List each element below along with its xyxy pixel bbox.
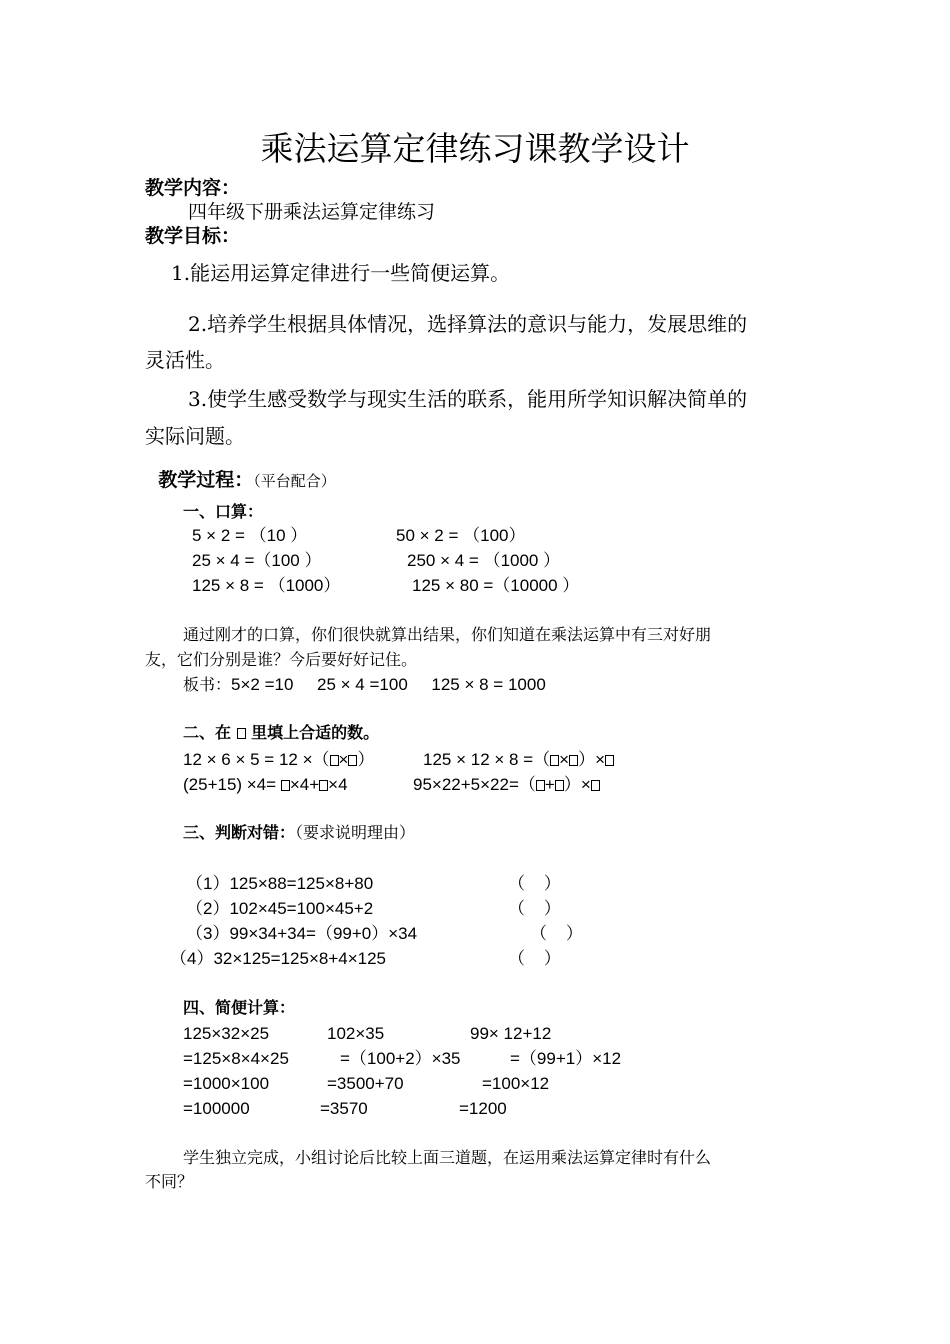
goal-3-line-2: 实际问题。 bbox=[145, 424, 245, 448]
goal-2-line-2: 灵活性。 bbox=[145, 348, 225, 372]
oral-item: 25 × 4 =（100 ） bbox=[192, 551, 322, 570]
goal-1: 1.能运用运算定律进行一些简便运算。 bbox=[171, 261, 511, 285]
calc-step: 125×32×25 bbox=[183, 1024, 270, 1043]
calc-step: =3570 bbox=[320, 1099, 368, 1118]
goal-3-line-1: 3.使学生感受数学与现实生活的联系，能用所学知识解决简单的 bbox=[188, 387, 748, 411]
judge-answer: （ ） bbox=[508, 874, 561, 893]
section-3-note: （要求说明理由） bbox=[295, 823, 416, 842]
calc-step: =（100+2）×35 bbox=[340, 1049, 461, 1068]
page-title: 乘法运算定律练习课教学设计 bbox=[260, 129, 690, 168]
blank-box bbox=[237, 728, 246, 739]
judge-answer: （ ） bbox=[508, 949, 561, 968]
calc-step: =1000×100 bbox=[183, 1074, 270, 1093]
oral-item: 50 × 2 = （100） bbox=[396, 526, 526, 545]
blank-box bbox=[330, 755, 339, 766]
content-text: 四年级下册乘法运算定律练习 bbox=[188, 201, 436, 223]
calc-step: =3500+70 bbox=[327, 1074, 404, 1093]
oral-item: 5 × 2 = （10 ） bbox=[192, 526, 308, 545]
judge-answer: （ ） bbox=[508, 899, 561, 918]
fill-row-2b: 95×22+5×22=（ + ）× bbox=[413, 776, 600, 793]
calc-step: =125×8×4×25 bbox=[183, 1049, 289, 1068]
paragraph-line: 学生独立完成，小组讨论后比较上面三道题，在运用乘法运算定律时有什么 bbox=[183, 1148, 712, 1167]
section-1-heading: 一、口算： bbox=[183, 502, 264, 521]
goal-2-line-1: 2.培养学生根据具体情况，选择算法的意识与能力，发展思维的 bbox=[188, 312, 748, 336]
process-heading: 教学过程：（平台配合） bbox=[158, 469, 336, 491]
calc-step: 99× 12+12 bbox=[470, 1024, 552, 1043]
judge-item: （2）102×45=100×45+2 bbox=[186, 899, 374, 918]
blank-box bbox=[569, 755, 578, 766]
judge-item: （4）32×125=125×8+4×125 bbox=[170, 949, 387, 968]
oral-item: 125 × 8 = （1000） bbox=[192, 576, 341, 595]
fill-row-2a: (25+15) ×4= ×4+ ×4 bbox=[183, 775, 348, 794]
blank-box bbox=[281, 780, 290, 791]
fill-row-1b: 125 × 12 × 8 =（ × ）× bbox=[423, 751, 614, 768]
board-notes: 板书：5×2 =10 25 × 4 =100 125 × 8 = 1000 bbox=[183, 675, 546, 694]
blank-box bbox=[319, 780, 328, 791]
calc-step: =1200 bbox=[459, 1099, 507, 1118]
goals-heading: 教学目标： bbox=[145, 225, 241, 247]
section-2-heading: 二、在 里填上合适的数。 bbox=[183, 723, 380, 742]
section-3-heading: 三、判断对错：（要求说明理由） bbox=[183, 823, 416, 842]
calc-step: =100000 bbox=[183, 1099, 250, 1118]
fill-row-1a: 12 × 6 × 5 = 12 ×（ × ） bbox=[183, 750, 375, 769]
blank-box bbox=[536, 780, 545, 791]
paragraph-line: 通过刚才的口算，你们很快就算出结果，你们知道在乘法运算中有三对好朋 bbox=[183, 625, 712, 644]
blank-box bbox=[591, 780, 600, 791]
content-heading: 教学内容： bbox=[145, 177, 241, 199]
section-4-heading: 四、简便计算： bbox=[183, 998, 296, 1017]
paragraph-line: 友，它们分别是谁？今后要好好记住。 bbox=[145, 650, 418, 669]
judge-item: （1）125×88=125×8+80 bbox=[186, 874, 374, 893]
judge-item: （3）99×34+34=（99+0）×34 bbox=[186, 924, 418, 943]
oral-item: 125 × 80 =（10000 ） bbox=[412, 576, 580, 595]
calc-step: =（99+1）×12 bbox=[510, 1049, 622, 1068]
blank-box bbox=[605, 755, 614, 766]
paragraph-line: 不同？ bbox=[145, 1172, 194, 1191]
oral-item: 250 × 4 = （1000 ） bbox=[407, 551, 561, 570]
blank-box bbox=[550, 755, 559, 766]
blank-box bbox=[555, 780, 564, 791]
calc-step: =100×12 bbox=[482, 1074, 550, 1093]
judge-answer: （ ） bbox=[530, 924, 583, 943]
calc-step: 102×35 bbox=[327, 1024, 385, 1043]
process-note: （平台配合） bbox=[253, 472, 336, 490]
